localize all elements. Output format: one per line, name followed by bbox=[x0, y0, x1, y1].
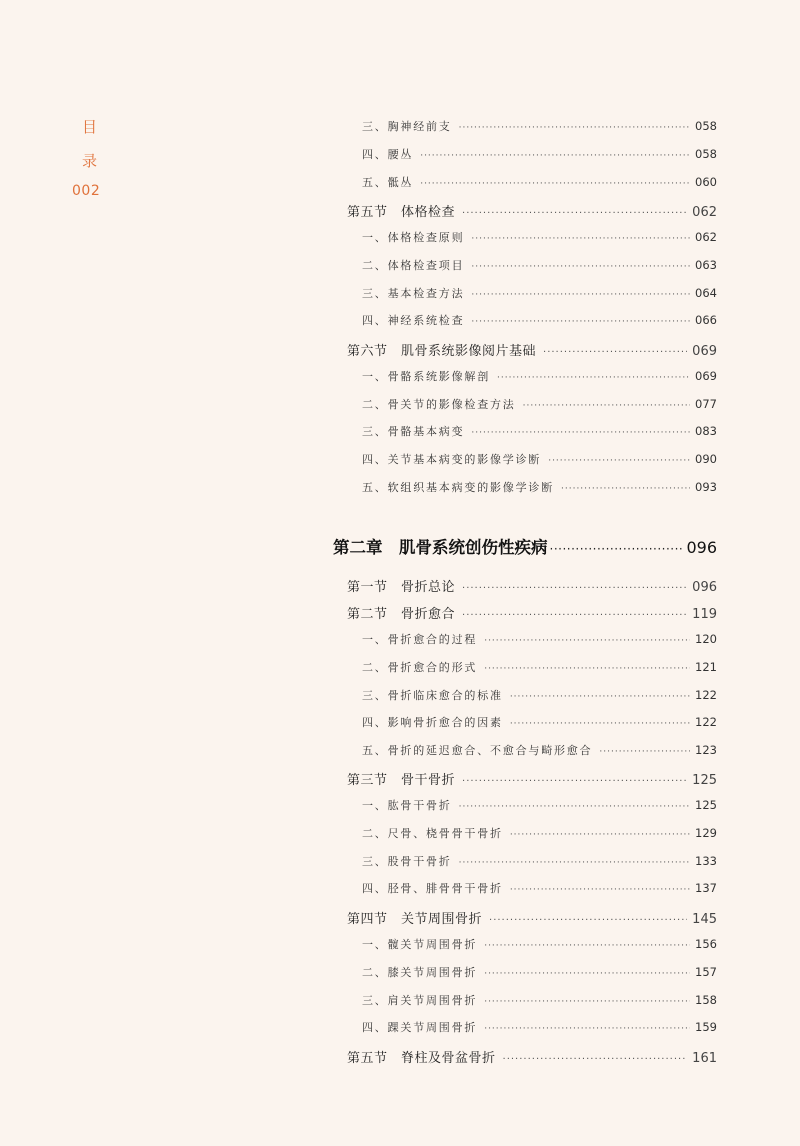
toc-item-row[interactable] bbox=[362, 479, 717, 495]
toc-entry-title: 二、膝关节周围骨折 bbox=[362, 966, 478, 979]
toc-entry-title: 第六节 肌骨系统影像阅片基础 bbox=[347, 344, 537, 359]
leader-dots bbox=[510, 692, 690, 702]
toc-entry-title: 一、肱骨干骨折 bbox=[362, 799, 452, 812]
leader-dots bbox=[510, 885, 690, 895]
toc-entry-title: 三、骨折临床愈合的标准 bbox=[362, 689, 503, 702]
toc-entry-title: 四、腰丛 bbox=[362, 148, 414, 161]
leader-dots bbox=[548, 456, 690, 466]
toc-entry-page: 069 bbox=[692, 344, 717, 359]
toc-entry-page: 125 bbox=[692, 773, 717, 788]
toc-entry-page: 062 bbox=[695, 230, 717, 244]
leader-dots bbox=[503, 1054, 688, 1065]
toc-item-row[interactable] bbox=[362, 257, 717, 273]
toc-entry-title: 四、关节基本病变的影像学诊断 bbox=[362, 453, 542, 466]
toc-entry-page: 083 bbox=[695, 424, 717, 438]
toc-entry-page: 077 bbox=[695, 397, 717, 411]
toc-entry-title: 一、体格检查原则 bbox=[362, 231, 465, 244]
toc-item-row[interactable] bbox=[362, 797, 717, 813]
toc-entry-page: 063 bbox=[695, 258, 717, 272]
toc-item-row[interactable] bbox=[362, 118, 717, 134]
toc-entry-title: 四、胫骨、腓骨骨干骨折 bbox=[362, 882, 503, 895]
leader-dots bbox=[510, 830, 690, 840]
leader-dots bbox=[462, 208, 687, 219]
leader-dots bbox=[510, 719, 690, 729]
leader-dots bbox=[459, 123, 690, 133]
leader-dots bbox=[599, 747, 690, 757]
toc-entry-title: 三、肩关节周围骨折 bbox=[362, 994, 478, 1007]
toc-item-row[interactable] bbox=[362, 146, 717, 162]
toc-item-row[interactable] bbox=[362, 853, 717, 869]
toc-chapter-row[interactable] bbox=[333, 534, 717, 558]
toc-section-row[interactable] bbox=[347, 340, 717, 359]
toc-item-row[interactable] bbox=[362, 964, 717, 980]
toc-entry-page: 120 bbox=[695, 632, 717, 646]
leader-dots bbox=[471, 262, 690, 272]
toc-entry-page: 159 bbox=[695, 1020, 717, 1034]
toc-entry-title: 第二章 肌骨系统创伤性疾病 bbox=[333, 538, 548, 557]
toc-entry-page: 058 bbox=[695, 147, 717, 161]
toc-entry-title: 二、尺骨、桡骨骨干骨折 bbox=[362, 827, 503, 840]
toc-entry-title: 一、髋关节周围骨折 bbox=[362, 938, 478, 951]
leader-dots bbox=[484, 969, 690, 979]
leader-dots bbox=[420, 151, 690, 161]
toc-entry-page: 069 bbox=[695, 369, 717, 383]
leader-dots bbox=[550, 542, 685, 556]
toc-entry-page: 122 bbox=[695, 688, 717, 702]
toc-entry-page: 093 bbox=[695, 480, 717, 494]
toc-item-row[interactable] bbox=[362, 992, 717, 1008]
side-title-char-2: 录 bbox=[82, 152, 98, 170]
leader-dots bbox=[471, 290, 690, 300]
toc-entry-page: 090 bbox=[695, 452, 717, 466]
leader-dots bbox=[497, 373, 690, 383]
leader-dots bbox=[462, 776, 687, 787]
toc-entry-page: 158 bbox=[695, 993, 717, 1007]
leader-dots bbox=[484, 997, 690, 1007]
toc-entry-page: 145 bbox=[692, 912, 717, 927]
toc-section-row[interactable] bbox=[347, 576, 717, 595]
leader-dots bbox=[462, 610, 687, 621]
toc-section-row[interactable] bbox=[347, 201, 717, 220]
toc-entry-page: 066 bbox=[695, 313, 717, 327]
toc-entry-title: 第一节 骨折总论 bbox=[347, 580, 456, 595]
toc-entry-page: 156 bbox=[695, 937, 717, 951]
toc-item-row[interactable] bbox=[362, 368, 717, 384]
toc-entry-page: 133 bbox=[695, 854, 717, 868]
toc-entry-title: 二、体格检查项目 bbox=[362, 259, 465, 272]
toc-item-row[interactable] bbox=[362, 659, 717, 675]
toc-item-row[interactable] bbox=[362, 285, 717, 301]
leader-dots bbox=[420, 179, 690, 189]
toc-entry-page: 096 bbox=[686, 538, 717, 557]
leader-dots bbox=[484, 941, 690, 951]
toc-section-row[interactable] bbox=[347, 603, 717, 622]
toc-item-row[interactable] bbox=[362, 229, 717, 245]
toc-item-row[interactable] bbox=[362, 423, 717, 439]
leader-dots bbox=[484, 664, 690, 674]
leader-dots bbox=[471, 428, 690, 438]
toc-section-row[interactable] bbox=[347, 769, 717, 788]
leader-dots bbox=[489, 915, 687, 926]
toc-entry-page: 058 bbox=[695, 119, 717, 133]
toc-entry-page: 157 bbox=[695, 965, 717, 979]
toc-entry-page: 121 bbox=[695, 660, 717, 674]
toc-entry-page: 123 bbox=[695, 743, 717, 757]
page-number: 002 bbox=[72, 183, 101, 199]
toc-entry-page: 062 bbox=[692, 205, 717, 220]
toc-entry-title: 四、神经系统检查 bbox=[362, 314, 465, 327]
toc-entry-page: 122 bbox=[695, 715, 717, 729]
toc-item-row[interactable] bbox=[362, 396, 717, 412]
toc-entry-title: 一、骨骼系统影像解剖 bbox=[362, 370, 490, 383]
side-title-char-1: 目 bbox=[82, 118, 98, 136]
toc-entry-title: 五、骨折的延迟愈合、不愈合与畸形愈合 bbox=[362, 744, 593, 757]
toc-entry-page: 064 bbox=[695, 286, 717, 300]
toc-entry-page: 119 bbox=[692, 607, 717, 622]
leader-dots bbox=[471, 317, 690, 327]
leader-dots bbox=[471, 234, 690, 244]
toc-item-row[interactable] bbox=[362, 936, 717, 952]
leader-dots bbox=[523, 401, 690, 411]
toc-entry-title: 五、骶丛 bbox=[362, 176, 414, 189]
leader-dots bbox=[459, 802, 690, 812]
toc-section-row[interactable] bbox=[347, 1047, 717, 1066]
toc-item-row[interactable] bbox=[362, 880, 717, 896]
toc-entry-page: 096 bbox=[692, 580, 717, 595]
leader-dots bbox=[462, 583, 687, 594]
leader-dots bbox=[459, 858, 690, 868]
toc-entry-title: 第二节 骨折愈合 bbox=[347, 607, 456, 622]
toc-item-row[interactable] bbox=[362, 742, 717, 758]
toc-entry-title: 第五节 脊柱及骨盆骨折 bbox=[347, 1051, 496, 1066]
toc-entry-page: 060 bbox=[695, 175, 717, 189]
toc-entry-title: 四、踝关节周围骨折 bbox=[362, 1021, 478, 1034]
toc-entry-title: 第四节 关节周围骨折 bbox=[347, 912, 483, 927]
toc-entry-title: 第三节 骨干骨折 bbox=[347, 773, 456, 788]
leader-dots bbox=[484, 636, 690, 646]
toc-entry-title: 四、影响骨折愈合的因素 bbox=[362, 716, 503, 729]
toc-item-row[interactable] bbox=[362, 1019, 717, 1035]
toc-item-row[interactable] bbox=[362, 825, 717, 841]
toc-item-row[interactable] bbox=[362, 631, 717, 647]
toc-entry-title: 一、骨折愈合的过程 bbox=[362, 633, 478, 646]
toc-entry-title: 五、软组织基本病变的影像学诊断 bbox=[362, 481, 554, 494]
toc-entry-page: 137 bbox=[695, 881, 717, 895]
toc-item-row[interactable] bbox=[362, 687, 717, 703]
leader-dots bbox=[561, 484, 690, 494]
toc-entry-title: 三、基本检查方法 bbox=[362, 287, 465, 300]
toc-item-row[interactable] bbox=[362, 451, 717, 467]
toc-entry-page: 125 bbox=[695, 798, 717, 812]
toc-entry-page: 129 bbox=[695, 826, 717, 840]
toc-section-row[interactable] bbox=[347, 908, 717, 927]
toc-item-row[interactable] bbox=[362, 312, 717, 328]
toc-entry-page: 161 bbox=[692, 1051, 717, 1066]
toc-entry-title: 三、股骨干骨折 bbox=[362, 855, 452, 868]
toc-entry-title: 三、胸神经前支 bbox=[362, 120, 452, 133]
toc-entry-title: 第五节 体格检查 bbox=[347, 205, 456, 220]
leader-dots bbox=[484, 1024, 690, 1034]
toc-item-row[interactable] bbox=[362, 174, 717, 190]
toc-item-row[interactable] bbox=[362, 714, 717, 730]
toc-entry-title: 三、骨骼基本病变 bbox=[362, 425, 465, 438]
leader-dots bbox=[543, 347, 687, 358]
toc-entry-title: 二、骨关节的影像检查方法 bbox=[362, 398, 516, 411]
toc-entry-title: 二、骨折愈合的形式 bbox=[362, 661, 478, 674]
